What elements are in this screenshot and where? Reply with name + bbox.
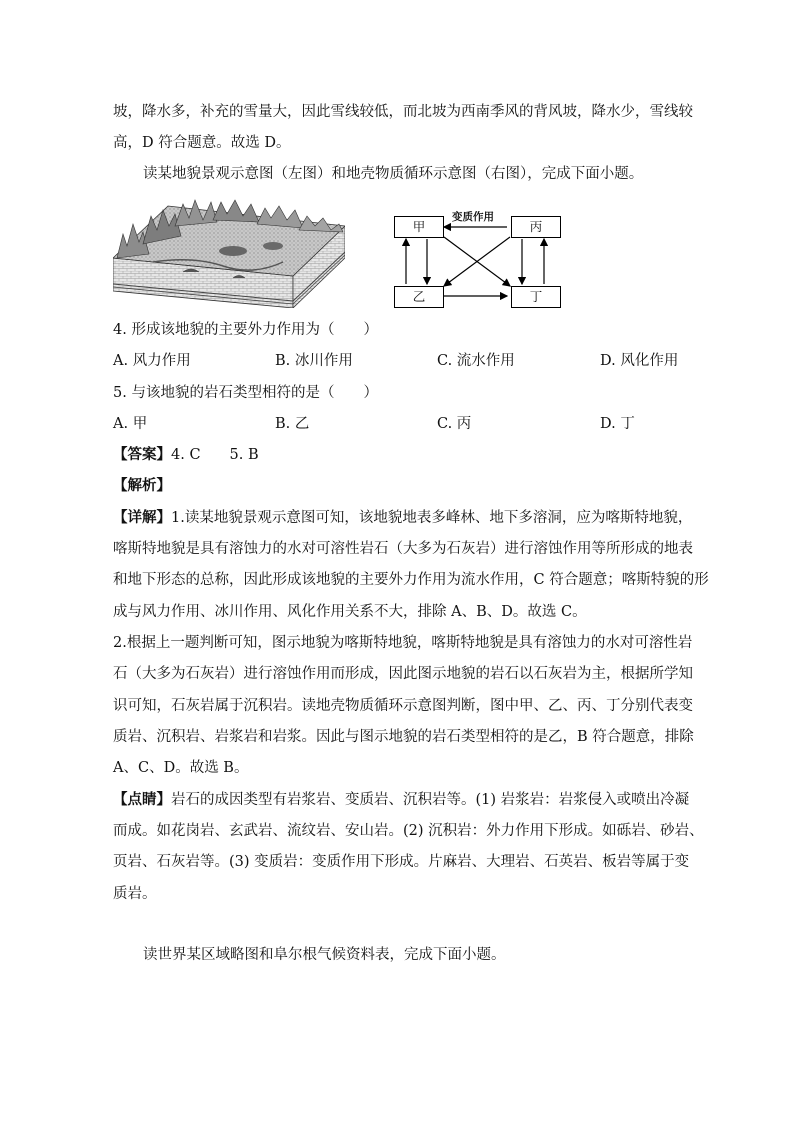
tip-line-4: 质岩。 xyxy=(113,886,157,902)
q4-option-a: A. 风力作用 xyxy=(113,353,191,369)
q4-option-c: C. 流水作用 xyxy=(437,353,515,369)
detail-line-8: 质岩、沉积岩、岩浆岩和岩浆。因此与图示地貌的岩石类型相符的是乙，B 符合题意，排除 xyxy=(113,729,694,745)
node-yi: 乙 xyxy=(394,286,444,308)
q5-option-a: A. 甲 xyxy=(113,416,148,432)
node-ding: 丁 xyxy=(511,286,561,308)
text-line: 坡，降水多，补充的雪量大，因此雪线较低，而北坡为西南季风的背风坡，降水少，雪线较 xyxy=(113,104,693,120)
detail-line-9: A、C、D。故选 B。 xyxy=(113,760,249,776)
tip-line-3: 页岩、石灰岩等。(3) 变质岩：变质作用下形成。片麻岩、大理岩、石英岩、板岩等属于变 xyxy=(113,854,690,870)
text-line: 高，D 符合题意。故选 D。 xyxy=(113,135,291,151)
tip-line-1 xyxy=(113,791,689,809)
q4-option-d: D. 风化作用 xyxy=(600,353,679,369)
question-intro: 读某地貌景观示意图（左图）和地壳物质循环示意图（右图），完成下面小题。 xyxy=(143,166,644,182)
q5-option-b: B. 乙 xyxy=(275,416,310,432)
detail-tag: 【详解】 xyxy=(113,509,171,526)
answer-tag: 【答案】 xyxy=(113,446,171,463)
analysis-tag: 【解析】 xyxy=(113,477,171,494)
node-jia: 甲 xyxy=(394,216,444,238)
metamorphism-label: 变质作用 xyxy=(452,211,494,223)
q5-option-c: C. 丙 xyxy=(437,416,472,432)
detail-line-2: 喀斯特地貌是具有溶蚀力的水对可溶性岩石（大多为石灰岩）进行溶蚀作用等所形成的地表 xyxy=(113,541,693,557)
answer-text: 4. C 5. B xyxy=(171,447,259,463)
question-4-stem: 4. 形成该地貌的主要外力作用为（ ） xyxy=(113,322,378,338)
tip-line-2: 而成。如花岗岩、玄武岩、流纹岩、安山岩。(2) 沉积岩：外力作用下形成。如砾岩、砂岩、 xyxy=(113,823,704,839)
tip-tag: 【点睛】 xyxy=(113,791,171,808)
question-5-stem: 5. 与该地貌的岩石类型相符的是（ ） xyxy=(113,385,378,401)
karst-landscape-figure xyxy=(113,196,345,308)
detail-line-6: 石（大多为石灰岩）进行溶蚀作用而形成，因此图示地貌的岩石以石灰岩为主，根据所学知 xyxy=(113,666,693,682)
next-question-intro: 读世界某区域略图和阜尔根气候资料表，完成下面小题。 xyxy=(143,947,506,963)
detail-line-7: 识可知，石灰岩属于沉积岩。读地壳物质循环示意图判断，图中甲、乙、丙、丁分别代表变 xyxy=(113,698,693,714)
q5-option-d: D. 丁 xyxy=(600,416,635,432)
node-bing: 丙 xyxy=(511,216,561,238)
tip-text: 岩石的成因类型有岩浆岩、变质岩、沉积岩等。(1) 岩浆岩：岩浆侵入或喷出冷凝 xyxy=(171,792,690,808)
detail-line-3: 和地下形态的总称，因此形成该地貌的主要外力作用为流水作用，C 符合题意；喀斯特貌的形 xyxy=(113,572,709,588)
answer-line xyxy=(113,446,259,464)
detail-text: 1.读某地貌景观示意图可知，该地貌地表多峰林、地下多溶洞，应为喀斯特地貌， xyxy=(171,510,693,526)
rock-cycle-diagram xyxy=(394,206,564,310)
detail-line-5: 2.根据上一题判断可知，图示地貌为喀斯特地貌，喀斯特地貌是具有溶蚀力的水对可溶性岩 xyxy=(113,635,693,651)
detail-line-4: 成与风力作用、冰川作用、风化作用关系不大，排除 A、B、D。故选 C。 xyxy=(113,604,587,620)
q4-option-b: B. 冰川作用 xyxy=(275,353,353,369)
detail-line-1 xyxy=(113,509,692,527)
